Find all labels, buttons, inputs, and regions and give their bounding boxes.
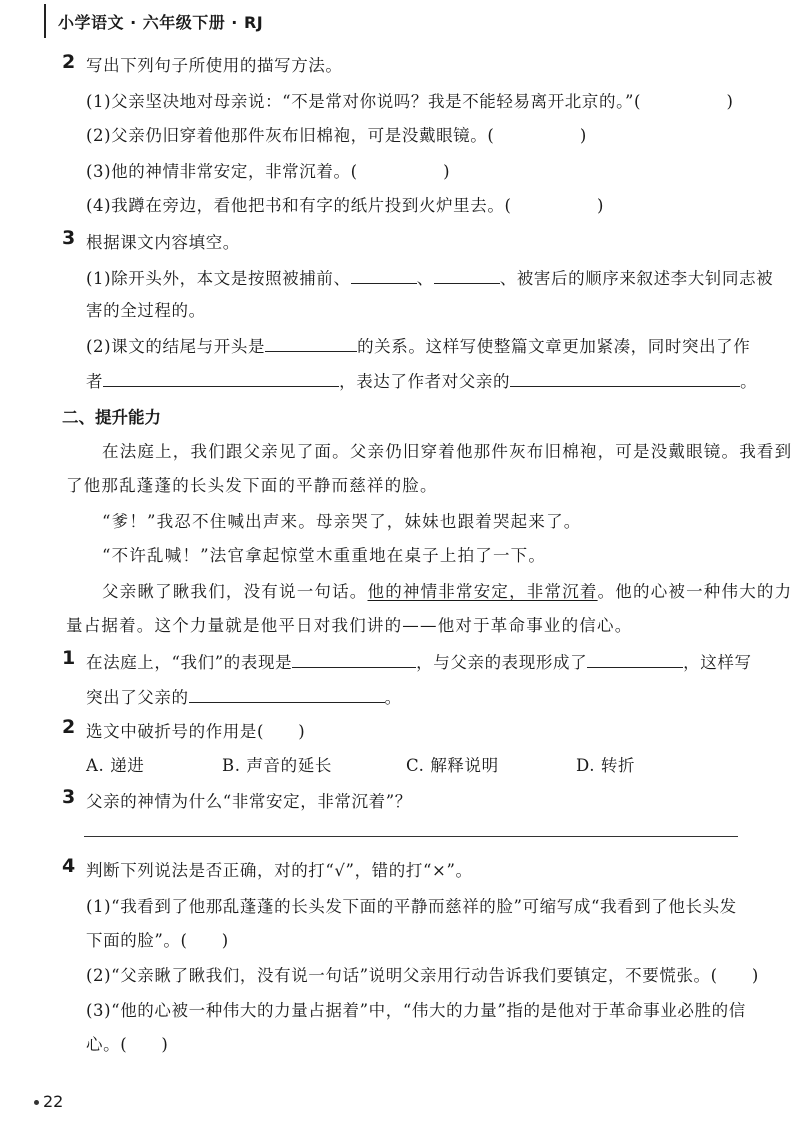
question-item: 心。( ) [86,1035,169,1054]
question-stem: 写出下列句子所使用的描写方法。 [86,56,343,75]
question-number: 2 [62,716,76,738]
question-stem: 根据课文内容填空。 [86,233,240,252]
fill-in-line [86,684,402,708]
question-stem: 选文中破折号的作用是( ) [86,722,306,741]
question-stem: 父亲的神情为什么“非常安定，非常沉着”？ [86,792,412,811]
text-segment: 在法庭上，“我们”的表现是 [86,653,293,672]
text-segment: ，与父亲的表现形成了 [416,653,588,672]
passage-line [102,578,792,602]
fill-in-line [86,265,773,289]
text-segment: 。 [740,372,758,391]
text-segment: ，这样写 [683,653,752,672]
text-segment: 的关系。这样写使整篇文章更加紧凑，同时突出了作 [357,337,751,356]
question-number: 2 [62,51,76,73]
text-segment: 。 [384,688,402,707]
page-number [34,1092,63,1111]
answer-blank[interactable] [292,653,416,668]
text-line: 害的全过程的。 [86,301,206,320]
page-number-text: 22 [43,1092,64,1111]
answer-blank[interactable] [189,688,385,703]
question-item: (4)我蹲在旁边，看他把书和有字的纸片投到火炉里去。( ) [86,196,605,215]
question-number: 4 [62,855,76,877]
section-title: 二、提升能力 [62,408,161,427]
fill-in-line [86,368,757,392]
question-number: 3 [62,786,76,808]
answer-blank[interactable] [265,337,357,352]
question-item: (2)父亲仍旧穿着他那件灰布旧棉袍，可是没戴眼镜。( ) [86,126,587,145]
text-segment: 。他的心被一种伟大的力 [597,582,793,601]
question-number: 3 [62,227,76,249]
book-header: 小学语文 · 六年级下册 · RJ [58,13,264,32]
text-segment: 突出了父亲的 [86,688,189,707]
question-item: (3)他的神情非常安定，非常沉着。( ) [86,162,451,181]
text-segment: (2)课文的结尾与开头是 [86,337,266,356]
passage-line: 了他那乱蓬蓬的长头发下面的平静而慈祥的脸。 [66,476,438,495]
fill-in-line [86,333,750,357]
question-item: 下面的脸”。( ) [86,931,229,950]
text-segment: 者 [86,372,104,391]
text-segment: 父亲瞅了瞅我们，没有说一句话。 [102,582,368,601]
option-c[interactable]: C. 解释说明 [406,756,499,775]
answer-blank[interactable] [351,269,417,284]
question-item: (1)父亲坚决地对母亲说：“不是常对你说吗？我是不能轻易离开北京的。”( ) [86,92,734,111]
answer-blank[interactable] [434,269,500,284]
passage-line: 在法庭上，我们跟父亲见了面。父亲仍旧穿着他那件灰布旧棉袍，可是没戴眼镜。我看到 [102,442,793,461]
question-item: (1)“我看到了他那乱蓬蓬的长头发下面的平静而慈祥的脸”可缩写成“我看到了他长头发 [86,897,737,916]
bullet-dot [34,1100,39,1105]
fill-in-line [86,649,752,673]
question-stem: 判断下列说法是否正确，对的打“√”，错的打“×”。 [86,861,473,880]
answer-blank[interactable] [587,653,683,668]
answer-blank[interactable] [103,372,339,387]
text-segment: (1)除开头外，本文是按照被捕前、 [86,269,351,288]
option-b[interactable]: B. 声音的延长 [222,756,332,775]
question-item: (3)“他的心被一种伟大的力量占据着”中，“伟大的力量”指的是他对于革命事业必胜的信 [86,1001,746,1020]
underlined-sentence: 他的神情非常安定，非常沉着 [367,582,598,601]
text-segment: ，表达了作者对父亲的 [339,372,511,391]
text-segment: 、被害后的顺序来叙述李大钊同志被 [499,269,774,288]
passage-line: “爹！”我忍不住喊出声来。母亲哭了，妹妹也跟着哭起来了。 [102,512,582,531]
passage-line: “不许乱喊！”法官拿起惊堂木重重地在桌子上拍了一下。 [102,546,547,565]
option-d[interactable]: D. 转折 [576,756,636,775]
answer-line[interactable] [84,836,738,837]
option-a[interactable]: A. 递进 [86,756,145,775]
question-item: (2)“父亲瞅了瞅我们，没有说一句话”说明父亲用行动告诉我们要镇定，不要慌张。( ) [86,966,759,985]
header-divider [44,4,46,38]
passage-line: 量占据着。这个力量就是他平日对我们讲的——他对于革命事业的信心。 [66,616,633,635]
text-segment: 、 [416,269,434,288]
question-number: 1 [62,647,76,669]
answer-blank[interactable] [510,372,740,387]
